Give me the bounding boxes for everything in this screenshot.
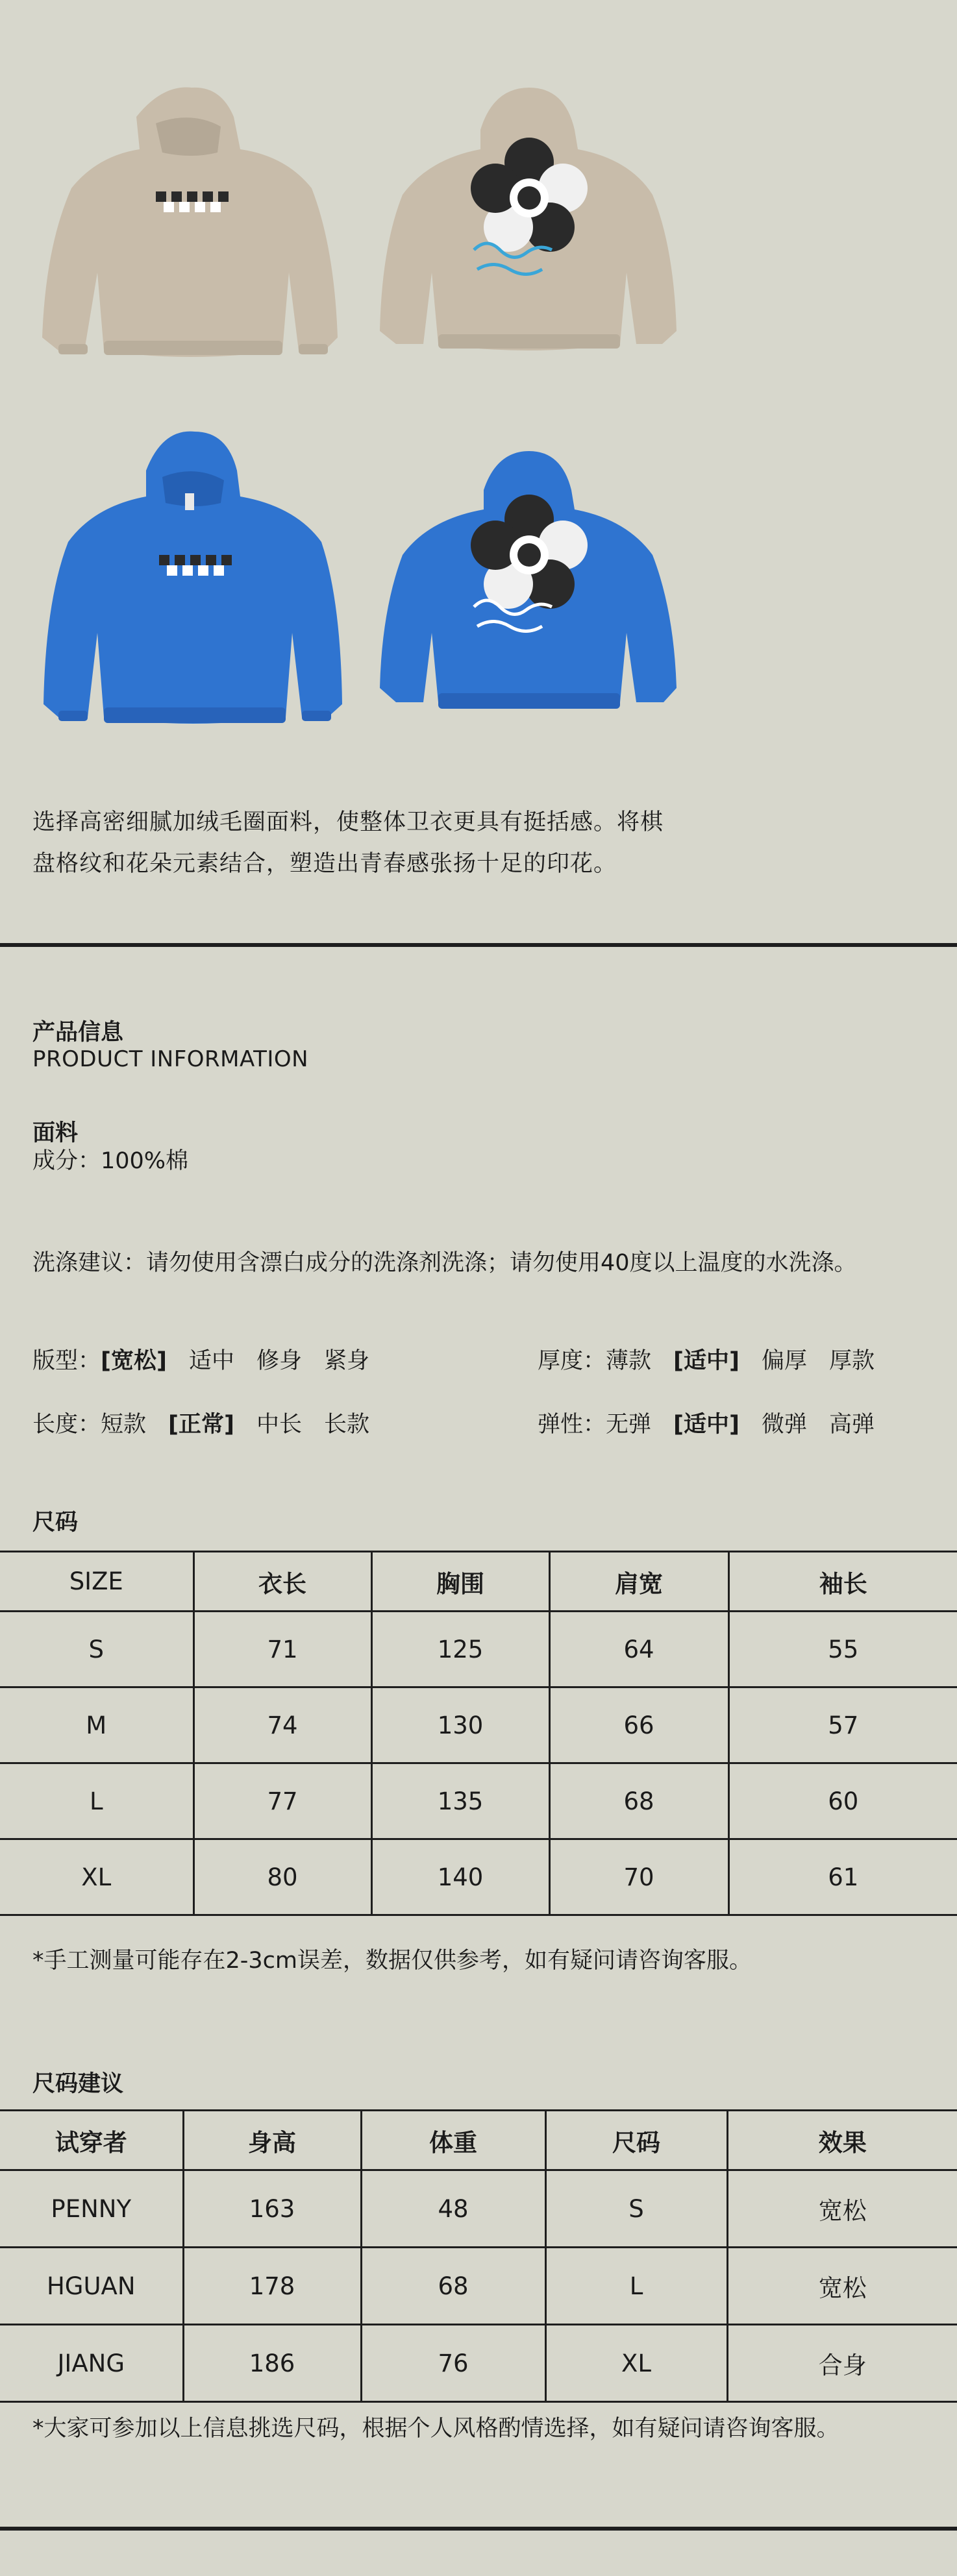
table-cell: JIANG (0, 2325, 183, 2402)
length-option-normal: [正常] (168, 1412, 235, 1438)
table-cell: 163 (183, 2170, 361, 2248)
table-cell: L (545, 2248, 727, 2325)
elasticity-option-none: 无弹 (606, 1412, 652, 1438)
table-cell: HGUAN (0, 2248, 183, 2325)
table-cell: 68 (549, 1763, 728, 1839)
elasticity-row (538, 1410, 897, 1439)
advice-header-size: 尺码 (545, 2111, 727, 2170)
table-row (0, 1687, 957, 1763)
table-cell: 125 (371, 1612, 549, 1687)
blue-hoodie-back-photo (364, 448, 688, 720)
table-cell: 55 (728, 1612, 957, 1687)
table-cell: PENNY (0, 2170, 183, 2248)
size-header-shoulder: 肩宽 (549, 1552, 728, 1612)
blue-hoodie-front-photo (29, 425, 354, 733)
fit-option-loose: [宽松] (101, 1348, 168, 1374)
table-cell: 135 (371, 1763, 549, 1839)
advice-header-effect: 效果 (727, 2111, 957, 2170)
table-cell: 宽松 (727, 2248, 957, 2325)
table-cell: 64 (549, 1612, 728, 1687)
length-option-midlong: 中长 (256, 1412, 303, 1438)
size-table-title: 尺码 (32, 1510, 79, 1536)
table-cell: M (0, 1687, 193, 1763)
size-header-size: SIZE (0, 1552, 193, 1612)
fabric-label: 面料 (32, 1120, 79, 1146)
table-cell: 60 (728, 1763, 957, 1839)
elasticity-option-slight: 微弹 (762, 1412, 808, 1438)
size-advice-note: *大家可参加以上信息挑选尺码，根据个人风格酌情选择，如有疑问请咨询客服。 (32, 2416, 839, 2442)
table-cell: 140 (371, 1839, 549, 1915)
elasticity-option-high: 高弹 (829, 1412, 875, 1438)
table-cell: S (545, 2170, 727, 2248)
beige-hoodie-back-photo (364, 84, 688, 357)
length-option-long: 长款 (324, 1412, 370, 1438)
fit-option-regular: 适中 (189, 1348, 235, 1374)
footer-divider (0, 2527, 957, 2531)
table-cell: 合身 (727, 2325, 957, 2402)
advice-header-tester: 试穿者 (0, 2111, 183, 2170)
size-header-length: 衣长 (193, 1552, 371, 1612)
thickness-option-medium: [适中] (673, 1348, 740, 1374)
table-cell: 68 (361, 2248, 545, 2325)
thickness-row (538, 1347, 897, 1375)
table-cell: 70 (549, 1839, 728, 1915)
table-row (0, 1763, 957, 1839)
table-cell: 80 (193, 1839, 371, 1915)
description-line-1: 选择高密细腻加绒毛圈面料，使整体卫衣更具有挺括感。将棋 (32, 809, 664, 835)
elasticity-label: 弹性： (538, 1412, 606, 1438)
elasticity-option-medium: [适中] (673, 1412, 740, 1438)
thickness-option-thick: 厚款 (829, 1348, 875, 1374)
table-cell: 宽松 (727, 2170, 957, 2248)
product-description (32, 802, 714, 885)
table-cell: 57 (728, 1687, 957, 1763)
fit-label: 版型： (32, 1348, 101, 1374)
table-cell: 130 (371, 1687, 549, 1763)
size-table (0, 1551, 957, 1916)
table-cell: 48 (361, 2170, 545, 2248)
table-cell: 74 (193, 1687, 371, 1763)
length-label: 长度： (32, 1412, 101, 1438)
table-cell: XL (545, 2325, 727, 2402)
size-advice-header (0, 2111, 957, 2170)
advice-header-weight: 体重 (361, 2111, 545, 2170)
table-row (0, 2248, 957, 2325)
table-cell: 61 (728, 1839, 957, 1915)
table-cell: 77 (193, 1763, 371, 1839)
product-info-subtitle: PRODUCT INFORMATION (32, 1046, 309, 1072)
fabric-composition: 成分：100%棉 (32, 1148, 189, 1174)
beige-hoodie-front-photo (26, 78, 351, 370)
table-cell: 76 (361, 2325, 545, 2402)
table-cell: S (0, 1612, 193, 1687)
fit-row (32, 1347, 392, 1375)
size-advice-table (0, 2109, 957, 2403)
size-header-chest: 胸围 (371, 1552, 549, 1612)
size-advice-title: 尺码建议 (32, 2071, 124, 2097)
length-row (32, 1410, 392, 1439)
size-table-header (0, 1552, 957, 1612)
product-info-heading (32, 1019, 308, 1072)
section-divider (0, 943, 957, 947)
size-table-note: *手工测量可能存在2-3cm误差，数据仅供参考，如有疑问请咨询客服。 (32, 1948, 752, 1974)
table-row (0, 1612, 957, 1687)
table-row (0, 2325, 957, 2402)
table-cell: L (0, 1763, 193, 1839)
fit-option-slim: 修身 (256, 1348, 303, 1374)
table-row (0, 1839, 957, 1915)
thickness-option-thin: 薄款 (606, 1348, 652, 1374)
table-cell: 186 (183, 2325, 361, 2402)
fit-option-tight: 紧身 (324, 1348, 370, 1374)
table-row (0, 2170, 957, 2248)
length-option-short: 短款 (101, 1412, 147, 1438)
product-info-title: 产品信息 (32, 1020, 124, 1046)
description-line-2: 盘格纹和花朵元素结合，塑造出青春感张扬十足的印花。 (32, 851, 617, 877)
fabric-block (32, 1120, 188, 1175)
washing-advice: 洗涤建议：请勿使用含漂白成分的洗涤剂洗涤；请勿使用40度以上温度的水洗涤。 (32, 1250, 857, 1276)
table-cell: 178 (183, 2248, 361, 2325)
thickness-label: 厚度： (538, 1348, 606, 1374)
table-cell: 71 (193, 1612, 371, 1687)
table-cell: XL (0, 1839, 193, 1915)
advice-header-height: 身高 (183, 2111, 361, 2170)
size-header-sleeve: 袖长 (728, 1552, 957, 1612)
table-cell: 66 (549, 1687, 728, 1763)
thickness-option-thickish: 偏厚 (762, 1348, 808, 1374)
